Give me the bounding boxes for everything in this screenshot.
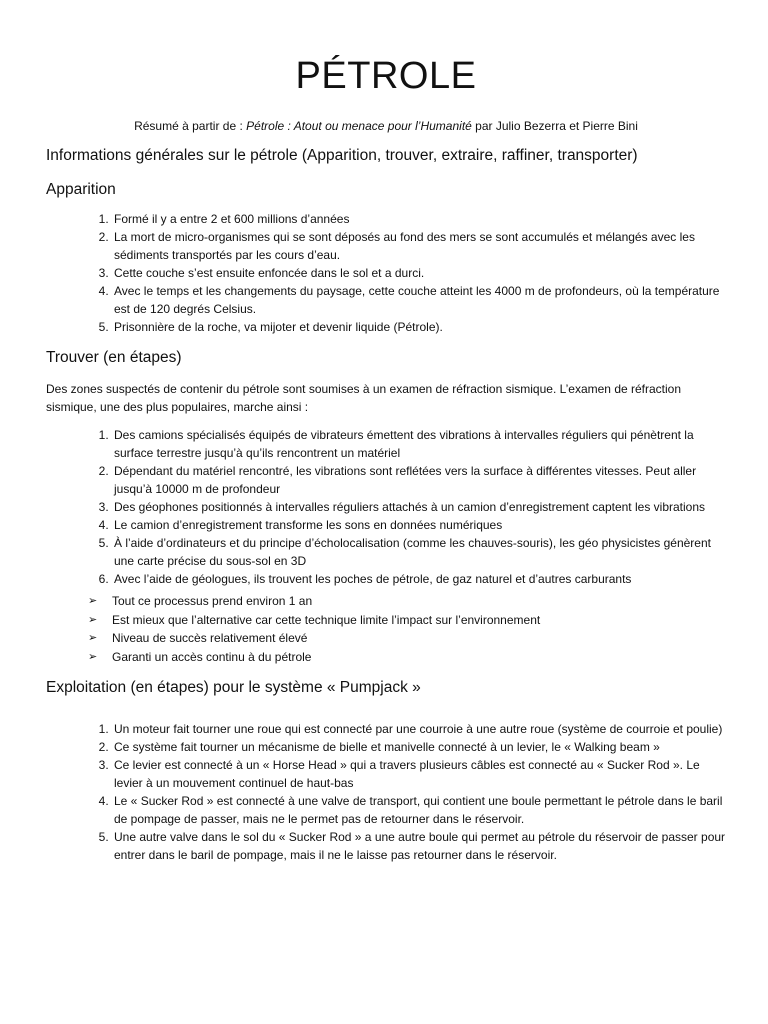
trouver-bullets [46,592,726,666]
list-item: 1. Formé il y a entre 2 et 600 millions d’années [112,210,726,228]
list-item: 1. Des camions spécialisés équipés de vibrateurs émettent des vibrations à intervalles réguliers qui pénètrent la surface terrestre jusqu’à qu’ils rencontrent un matériel [112,426,726,462]
arrow-bullet-icon: ➢ [88,613,98,626]
general-heading: Informations générales sur le pétrole (Apparition, trouver, extraire, raffiner, transporter) [46,147,638,164]
arrow-bullet-icon: ➢ [88,632,98,644]
list-item: 2. Ce système fait tourner un mécanisme de bielle et manivelle connecté à un levier, le « Walking beam » [112,738,726,756]
list-item: 6. Avec l’aide de géologues, ils trouvent les poches de pétrole, de gaz naturel et d’autres carburants [112,570,726,588]
arrow-bullet-icon: ➢ [88,650,98,663]
bullet-text: Tout ce processus prend environ 1 an [112,594,313,608]
bullet-text: Garanti un accès continu à du pétrole [112,649,312,664]
trouver-intro: Des zones suspectés de contenir du pétrole sont soumises à un examen de réfraction sismique. L’examen de réfraction sismique, une des plus populaires, marche ainsi : [46,382,682,414]
exploitation-heading: Exploitation (en étapes) pour le système « Pumpjack » [46,679,421,696]
list-item: 5. Une autre valve dans le sol du « Sucker Rod » a une autre boule qui permet au pétrole du réservoir de passer pour entrer dans le baril de pompage, mais il ne le laisse pas retourner dans le réservoir. [112,828,726,864]
bullet-text: Niveau de succès relativement élevé [112,631,308,645]
subtitle-authors: par Julio Bezerra et Pierre Bini [471,119,638,133]
trouver-list [46,426,726,588]
bullet-item [88,629,726,648]
apparition-list [46,210,726,336]
list-item: 3. Cette couche s’est ensuite enfoncée dans le sol et a durci. [112,264,726,282]
arrow-bullet-icon: ➢ [88,595,98,607]
subtitle-prefix: Résumé à partir de : [134,119,247,133]
list-item: 3. Ce levier est connecté à un « Horse Head » qui a travers plusieurs câbles est connecté au « Sucker Rod ». Le levier à un mouvement continuel de haut-bas [112,756,726,792]
list-item: 3. Des géophones positionnés à intervalles réguliers attachés à un camion d’enregistrement captent les vibrations [112,498,726,516]
list-item: 1. Un moteur fait tourner une roue qui est connecté par une courroie à une autre roue (système de courroie et poulie) [112,720,726,738]
list-item: 2. La mort de micro-organismes qui se sont déposés au fond des mers se sont accumulés et mélangés avec les sédiments transportés par les cours d’eau. [112,228,726,264]
list-item: 4. Le camion d’enregistrement transforme les sons en données numériques [112,516,726,534]
list-item: 5. À l’aide d’ordinateurs et du principe d’écholocalisation (comme les chauves-souris), les géo physicistes génèrent une carte précise du sous-sol en 3D [112,534,726,570]
list-item: 4. Le « Sucker Rod » est connecté à une valve de transport, qui contient une boule permettant le pétrole dans le baril de pompage de passer, mais ne le permet pas de retourner dans le réservoir. [112,792,726,828]
apparition-heading: Apparition [46,181,116,198]
bullet-text: Est mieux que l’alternative car cette technique limite l’impact sur l’environnement [112,612,541,627]
subtitle-book-title: Pétrole : Atout ou menace pour l’Humanité [246,119,472,133]
list-item: 5. Prisonnière de la roche, va mijoter et devenir liquide (Pétrole). [112,318,726,336]
subtitle [46,118,726,134]
trouver-heading: Trouver (en étapes) [46,349,182,366]
list-item: 2. Dépendant du matériel rencontré, les vibrations sont reflétées vers la surface à différentes vitesses. Peut aller jusqu’à 10000 m de profondeur [112,462,726,498]
list-item: 4. Avec le temps et les changements du paysage, cette couche atteint les 4000 m de profondeurs, où la température est de 120 degrés Celsius. [112,282,726,318]
bullet-item [88,611,726,630]
exploitation-list [46,720,726,864]
bullet-item [88,648,726,667]
page-title: PÉTROLE [295,55,477,97]
bullet-item [88,592,726,611]
